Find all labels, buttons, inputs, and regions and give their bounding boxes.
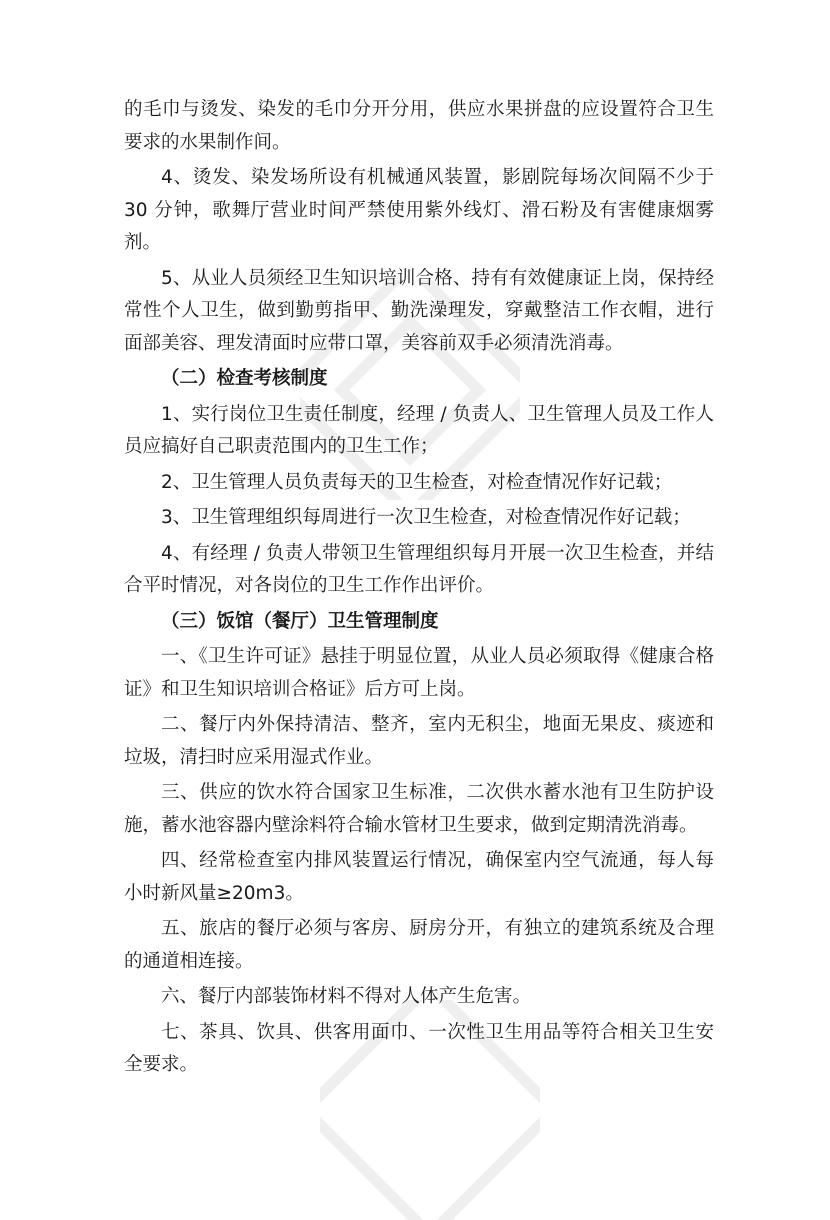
paragraph: 五、旅店的餐厅必须与客房、厨房分开，有独立的建筑系统及合理的通道相连接。 (124, 918, 714, 972)
paragraph: 一、《卫生许可证》悬挂于明显位置，从业人员必须取得《健康合格证》和卫生知识培训合格证》后方可上岗。 (124, 646, 714, 700)
paragraph: 二、餐厅内外保持清洁、整齐，室内无积尘，地面无果皮、痰迹和垃圾，清扫时应采用湿式作业。 (124, 714, 714, 768)
paragraph: 1、实行岗位卫生责任制度，经理 / 负责人、卫生管理人员及工作人员应搞好自己职责范围内的卫生工作； (124, 403, 714, 457)
paragraph: 5、从业人员须经卫生知识培训合格、持有有效健康证上岗，保持经常性个人卫生，做到勤剪指甲、勤洗澡理发，穿戴整洁工作衣帽，进行面部美容、理发清面时应带口罩，美容前双手必须清洗消毒。 (124, 267, 714, 354)
paragraph: 2、卫生管理人员负责每天的卫生检查，对检查情况作好记载； (161, 471, 673, 493)
document-body (124, 94, 714, 1085)
paragraph: 四、经常检查室内排风装置运行情况，确保室内空气流通，每人每小时新风量≥20m3。 (124, 850, 714, 904)
paragraph: 七、茶具、饮具、供客用面巾、一次性卫生用品等符合相关卫生安全要求。 (124, 1021, 714, 1075)
paragraph: 4、有经理 / 负责人带领卫生管理组织每月开展一次卫生检查，并结合平时情况，对各岗位的卫生工作作出评价。 (124, 542, 714, 596)
section-heading: （三）饭馆（餐厅）卫生管理制度 (161, 610, 439, 632)
paragraph: 的毛巾与烫发、染发的毛巾分开分用，供应水果拼盘的应设置符合卫生要求的水果制作间。 (124, 99, 714, 153)
paragraph: 4、烫发、染发场所设有机械通风装置，影剧院每场次间隔不少于 30 分钟，歌舞厅营业时间严禁使用紫外线灯、滑石粉及有害健康烟雾剂。 (124, 167, 714, 253)
paragraph: 三、供应的饮水符合国家卫生标准，二次供水蓄水池有卫生防护设施，蓄水池容器内壁涂料符合输水管材卫生要求，做到定期清洗消毒。 (124, 782, 714, 836)
section-heading: （二）检查考核制度 (161, 368, 328, 389)
paragraph: 六、餐厅内部装饰材料不得对人体产生危害。 (161, 986, 532, 1007)
paragraph: 3、卫生管理组织每周进行一次卫生检查，对检查情况作好记载； (161, 507, 691, 528)
